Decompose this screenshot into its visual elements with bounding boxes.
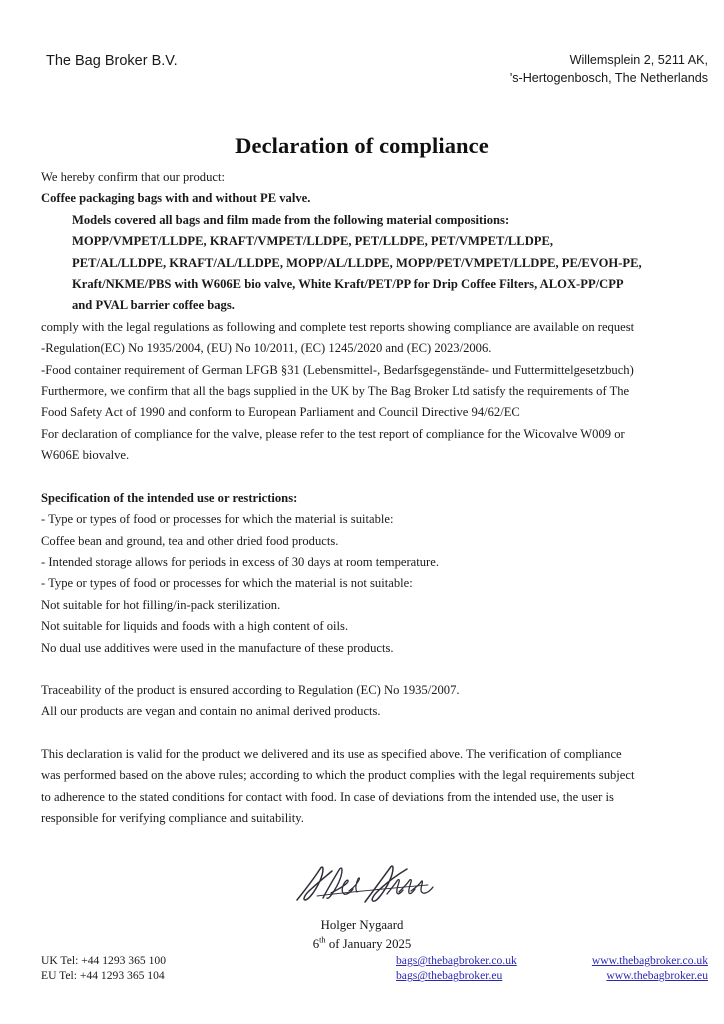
not-suitable-item-3: No dual use additives were used in the manufacture of these products.: [41, 640, 394, 655]
regulation-line: -Regulation(EC) No 1935/2004, (EU) No 10/2011, (EC) 1245/2020 and (EC) 2023/2006.: [41, 341, 492, 356]
letterhead: [46, 52, 708, 88]
uk-compliance-line-1: Furthermore, we confirm that all the bags supplied in the UK by The Bag Broker Ltd satisfy the requirements of The: [41, 384, 630, 399]
materials-line-1: MOPP/VMPET/LLDPE, KRAFT/VMPET/LLDPE, PET/LLDPE, PET/VMPET/LLDPE,: [72, 234, 554, 249]
document-title: Declaration of compliance: [235, 133, 489, 158]
footer: [41, 953, 708, 984]
not-suitable-item-1: Not suitable for hot filling/in-pack sterilization.: [41, 597, 281, 612]
comply-line: comply with the legal regulations as following and complete test reports showing compliance are available on request: [41, 319, 635, 334]
materials-line-3: Kraft/NKME/PBS with W606E bio valve, White Kraft/PET/PP for Drip Coffee Filters, ALOX-PP/CPP: [72, 277, 624, 292]
uk-email-link: [396, 953, 529, 968]
vegan-line: All our products are vegan and contain no animal derived products.: [41, 704, 381, 719]
specification-heading: Specification of the intended use or restrictions:: [41, 490, 298, 505]
document-body: [41, 167, 696, 829]
lfgb-line: -Food container requirement of German LFGB §31 (Lebensmittel-, Bedarfsgegenstände- und Futtermittelgesetzbuch): [41, 362, 634, 377]
uk-website-anchor[interactable]: www.thebagbroker.co.uk: [591, 954, 708, 967]
suitable-text: Coffee bean and ground, tea and other dried food products.: [41, 533, 339, 548]
address-line-1: Willemsplein 2, 5211 AK,: [569, 53, 708, 67]
closing-line-4: responsible for verifying compliance and suitability.: [41, 810, 304, 825]
eu-website-link: [529, 968, 708, 983]
date-rest: of January 2025: [325, 937, 412, 951]
company-name: The Bag Broker B.V.: [46, 53, 178, 69]
eu-email-anchor[interactable]: bags@thebagbroker.eu: [396, 969, 503, 983]
materials-line-4: and PVAL barrier coffee bags.: [72, 298, 235, 313]
suitable-heading: - Type or types of food or processes for which the material is suitable:: [41, 512, 394, 527]
section-gap-3: [41, 723, 696, 744]
date-ordinal: th: [319, 935, 326, 945]
eu-website-anchor[interactable]: www.thebagbroker.eu: [606, 969, 708, 983]
footer-row-eu: [41, 968, 708, 983]
uk-compliance-line-2: Food Safety Act of 1990 and conform to European Parliament and Council Directive 94/62/EC: [41, 405, 520, 420]
closing-line-1: This declaration is valid for the product we delivered and its use as specified above. The verification of compliance: [41, 746, 622, 761]
eu-email-link: [396, 968, 529, 983]
signature-block: [0, 860, 724, 954]
intro-line: We hereby confirm that our product:: [41, 170, 225, 184]
closing-line-3: to adherence to the stated conditions for contact with food. In case of deviations from the intended use, the user is: [41, 789, 614, 804]
section-gap-1: [41, 467, 696, 488]
traceability-line: Traceability of the product is ensured according to Regulation (EC) No 1935/2007.: [41, 682, 460, 697]
date-day: 6: [312, 937, 320, 951]
not-suitable-heading: - Type or types of food or processes for which the material is not suitable:: [41, 576, 413, 591]
eu-telephone: EU Tel: +44 1293 365 104: [41, 969, 165, 983]
storage-text: - Intended storage allows for periods in excess of 30 days at room temperature.: [41, 554, 439, 569]
signature-date: [0, 935, 724, 954]
uk-telephone: UK Tel: +44 1293 365 100: [41, 954, 166, 967]
handwritten-signature-icon: [287, 860, 437, 908]
not-suitable-item-2: Not suitable for liquids and foods with a high content of oils.: [41, 619, 349, 634]
footer-row-uk: [41, 953, 708, 968]
models-heading: Models covered all bags and film made from the following material compositions:: [72, 212, 510, 227]
signatory-name: Holger Nygaard: [320, 918, 404, 932]
uk-email-anchor[interactable]: bags@thebagbroker.co.uk: [396, 954, 517, 967]
valve-line-1: For declaration of compliance for the valve, please refer to the test report of compliance for the Wicovalve W009 or: [41, 426, 625, 441]
valve-line-2: W606E biovalve.: [41, 448, 130, 463]
company-address: [510, 52, 708, 88]
product-line: Coffee packaging bags with and without PE valve.: [41, 191, 311, 206]
closing-line-2: was performed based on the above rules; according to which the product complies with the legal requirements subject: [41, 768, 635, 783]
materials-line-2: PET/AL/LLDPE, KRAFT/AL/LLDPE, MOPP/AL/LLDPE, MOPP/PET/VMPET/LLDPE, PE/EVOH-PE,: [72, 255, 642, 270]
uk-website-link: [529, 953, 708, 968]
section-gap-2: [41, 659, 696, 680]
address-line-2: 's-Hertogenbosch, The Netherlands: [509, 70, 708, 85]
